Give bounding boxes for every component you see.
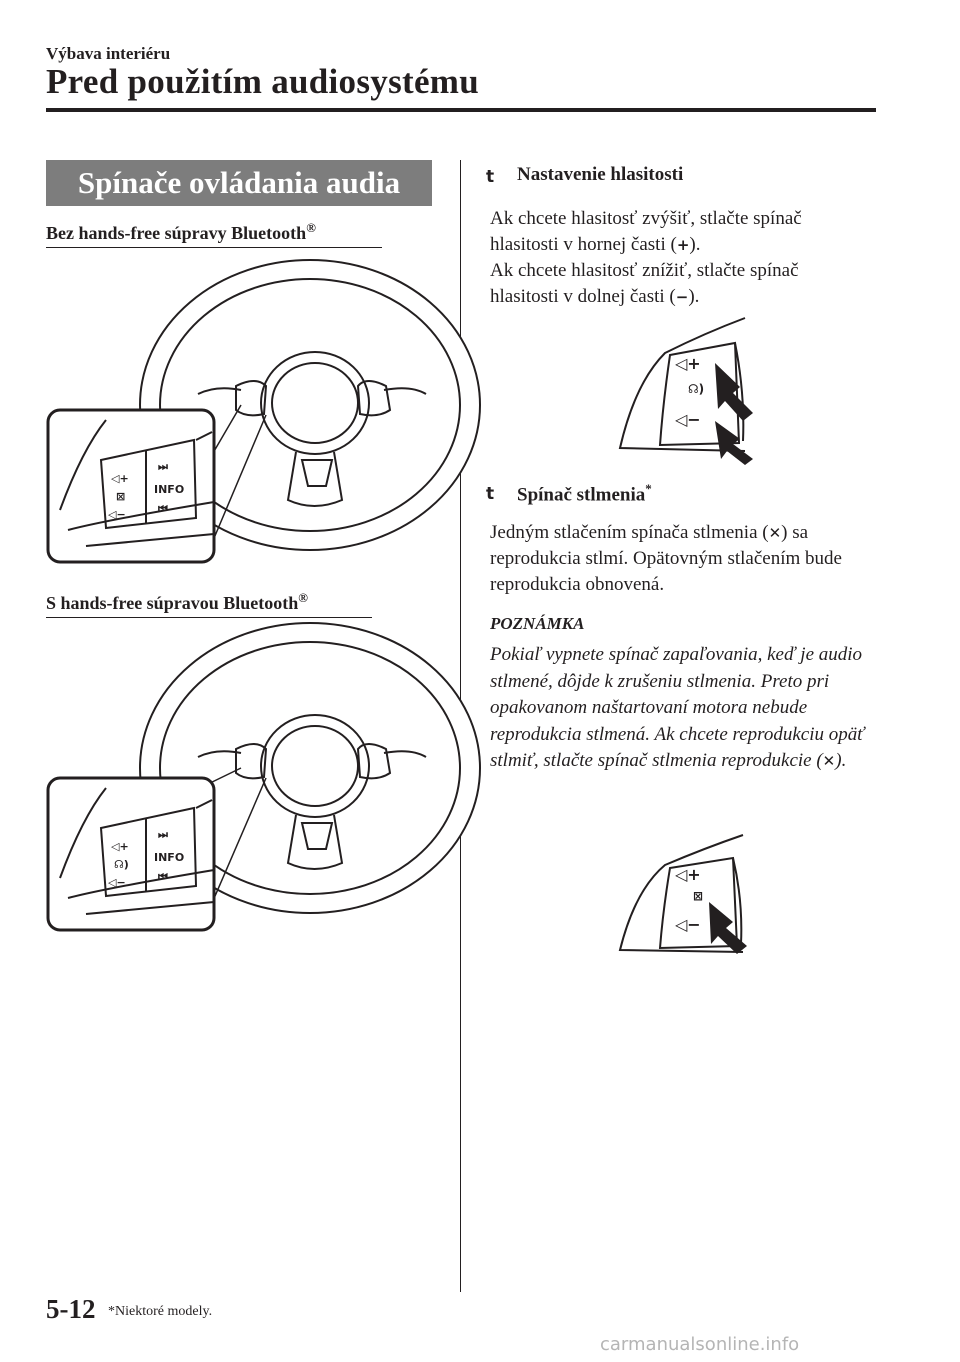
- svg-text:☊): ☊): [114, 858, 129, 871]
- watermark: carmanualsonline.info: [600, 1334, 800, 1355]
- volume-heading: Nastavenie hlasitosti: [517, 164, 684, 185]
- mute-switch-figure: [615, 830, 765, 960]
- svg-text:◁+: ◁+: [111, 840, 129, 853]
- title-rule: [46, 108, 876, 112]
- bullet-marker: t: [486, 167, 495, 187]
- svg-text:⏭: ⏭: [158, 828, 168, 841]
- svg-text:⏮: ⏮: [158, 870, 168, 883]
- svg-text:◁−: ◁−: [108, 876, 126, 889]
- mute-icon: ✕: [822, 752, 836, 770]
- note-text: Pokiaľ vypnete spínač zapaľovania, keď je audio stlmené, dôjde k zrušeniu stlmenia. Preto pri opakovanom naštartovaní motora nebude reprodukcia stlmená. Ak chcete reprodukciu opäť stlmiť, stlačte spínač stlmenia reprodukcie (✕).: [490, 644, 865, 771]
- steering-wheel-figure-1: [46, 290, 446, 570]
- footnote: *Niektoré modely.: [108, 1304, 213, 1319]
- page-title: Pred použitím audiosystému: [46, 62, 480, 101]
- volume-switch-figure: [615, 313, 765, 463]
- section-name: Výbava interiéru: [46, 44, 171, 63]
- section-banner: Spínače ovládania audia: [46, 160, 432, 206]
- steering-wheel-figure-2: [46, 660, 446, 935]
- svg-text:◁+: ◁+: [111, 472, 129, 485]
- minus-icon: −: [675, 288, 689, 306]
- svg-text:INFO: INFO: [154, 851, 185, 864]
- svg-text:◁−: ◁−: [675, 410, 701, 429]
- mute-text: Jedným stlačením spínača stlmenia (✕) sa reprodukcia stlmí. Opätovným stlačením bude reprodukcia obnovená.: [490, 522, 842, 595]
- svg-text:⊠: ⊠: [116, 490, 126, 503]
- svg-text:INFO: INFO: [154, 483, 185, 496]
- svg-text:⏭: ⏭: [158, 460, 168, 473]
- plus-icon: +: [676, 236, 690, 254]
- bullet-marker: t: [486, 484, 495, 504]
- svg-text:☊): ☊): [688, 382, 705, 396]
- mute-icon: ✕: [768, 524, 782, 542]
- note-heading: POZNÁMKA: [490, 614, 585, 633]
- svg-text:◁+: ◁+: [675, 354, 701, 373]
- subhead-with-bluetooth: S hands-free súpravou Bluetooth®: [46, 590, 372, 618]
- svg-text:⏮: ⏮: [158, 502, 168, 515]
- svg-text:◁−: ◁−: [108, 508, 126, 521]
- svg-text:⊠: ⊠: [693, 889, 704, 903]
- subhead-without-bluetooth: Bez hands-free súpravy Bluetooth®: [46, 220, 382, 248]
- svg-text:◁−: ◁−: [675, 915, 701, 934]
- svg-text:◁+: ◁+: [675, 865, 701, 884]
- volume-text: Ak chcete hlasitosť zvýšiť, stlačte spínač hlasitosti v hornej časti (+). Ak chcete hlasitosť znížiť, stlačte spínač hlasitosti v dolnej časti (−).: [490, 208, 802, 307]
- page-number: 5-12: [46, 1294, 96, 1324]
- mute-heading: Spínač stlmenia*: [517, 481, 652, 506]
